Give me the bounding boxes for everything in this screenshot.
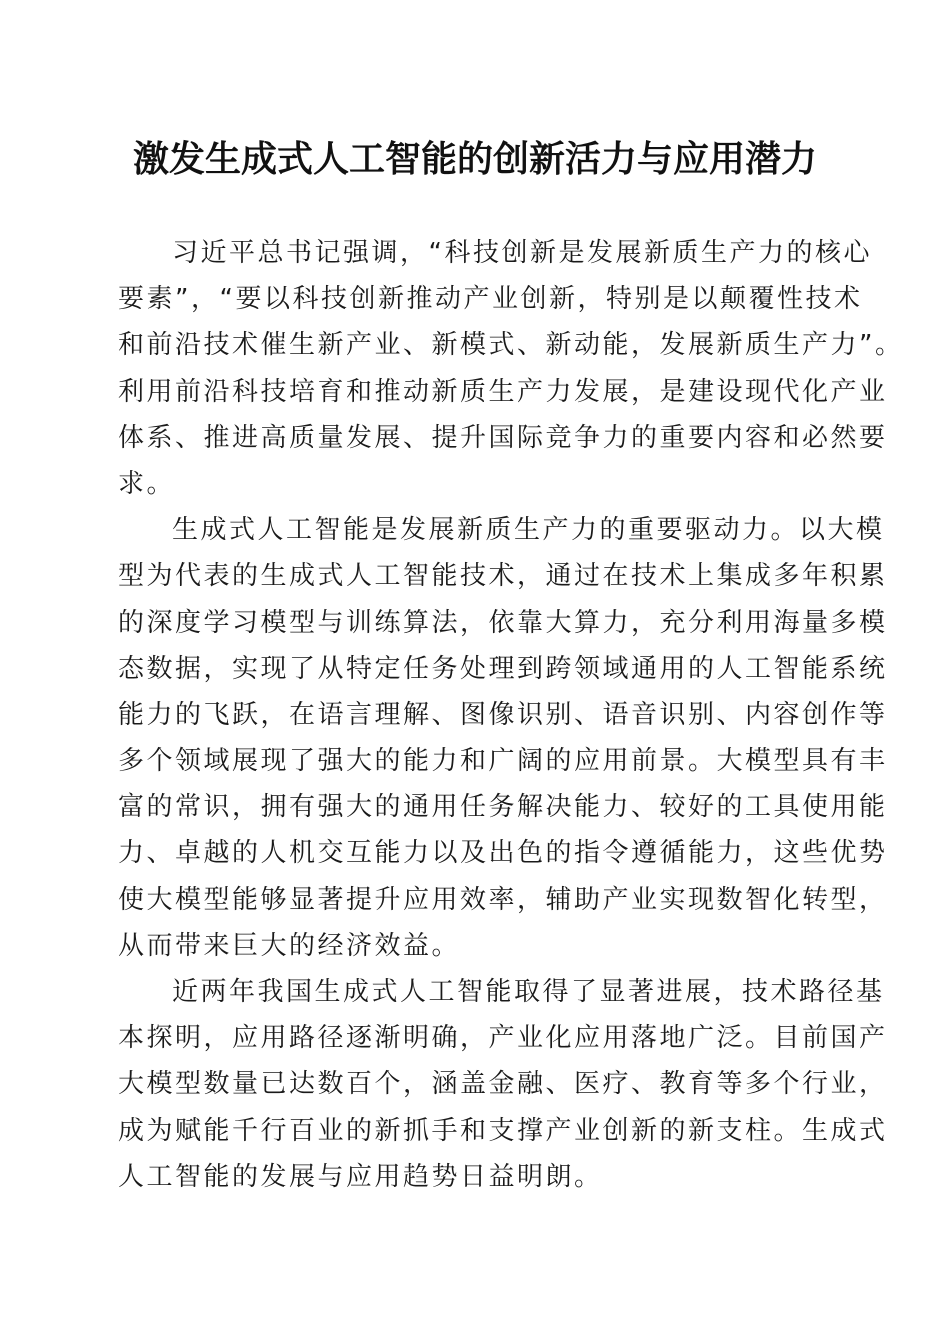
text-line: 大模型数量已达数百个，涵盖金融、医疗、教育等多个行业，: [118, 1069, 888, 1100]
text-line: 多个领域展现了强大的能力和广阔的应用前景。大模型具有丰: [118, 746, 888, 777]
paragraph-3: [118, 969, 888, 1200]
text-line: 人工智能的发展与应用趋势日益明朗。: [118, 1161, 603, 1192]
text-line: 富的常识，拥有强大的通用任务解决能力、较好的工具使用能: [118, 792, 888, 823]
text-line: 型为代表的生成式人工智能技术，通过在技术上集成多年积累: [118, 561, 888, 592]
paragraph-2: [118, 507, 888, 969]
text-line: 生成式人工智能是发展新质生产力的重要驱动力。以大模: [172, 515, 885, 546]
document-title: 激发生成式人工智能的创新活力与应用潜力: [132, 138, 817, 180]
text-line: 体系、推进高质量发展、提升国际竞争力的重要内容和必然要: [118, 422, 888, 453]
text-line: 近两年我国生成式人工智能取得了显著进展，技术路径基: [172, 977, 885, 1007]
text-line: 求。: [118, 468, 176, 499]
text-line: 态数据，实现了从特定任务处理到跨领域通用的人工智能系统: [118, 653, 888, 684]
text-line: 能力的飞跃，在语言理解、图像识别、语音识别、内容创作等: [118, 699, 888, 730]
text-line: 要素”，“要以科技创新推动产业创新，特别是以颠覆性技术: [118, 284, 863, 315]
paragraph-1: [118, 230, 904, 507]
text-line: 习近平总书记强调，“科技创新是发展新质生产力的核心: [172, 238, 872, 268]
text-line: 和前沿技术催生新产业、新模式、新动能，发展新质生产力”。: [118, 330, 904, 361]
document-body: [118, 230, 904, 1200]
text-line: 利用前沿科技培育和推动新质生产力发展，是建设现代化产业: [118, 376, 888, 407]
text-line: 力、卓越的人机交互能力以及出色的指令遵循能力，这些优势: [118, 838, 888, 869]
text-line: 的深度学习模型与训练算法，依靠大算力，充分利用海量多模: [118, 607, 888, 638]
text-line: 本探明，应用路径逐渐明确，产业化应用落地广泛。目前国产: [118, 1023, 888, 1054]
text-line: 成为赋能千行百业的新抓手和支撑产业创新的新支柱。生成式: [118, 1115, 888, 1146]
text-line: 使大模型能够显著提升应用效率，辅助产业实现数智化转型，: [118, 884, 888, 915]
text-line: 从而带来巨大的经济效益。: [118, 930, 461, 961]
